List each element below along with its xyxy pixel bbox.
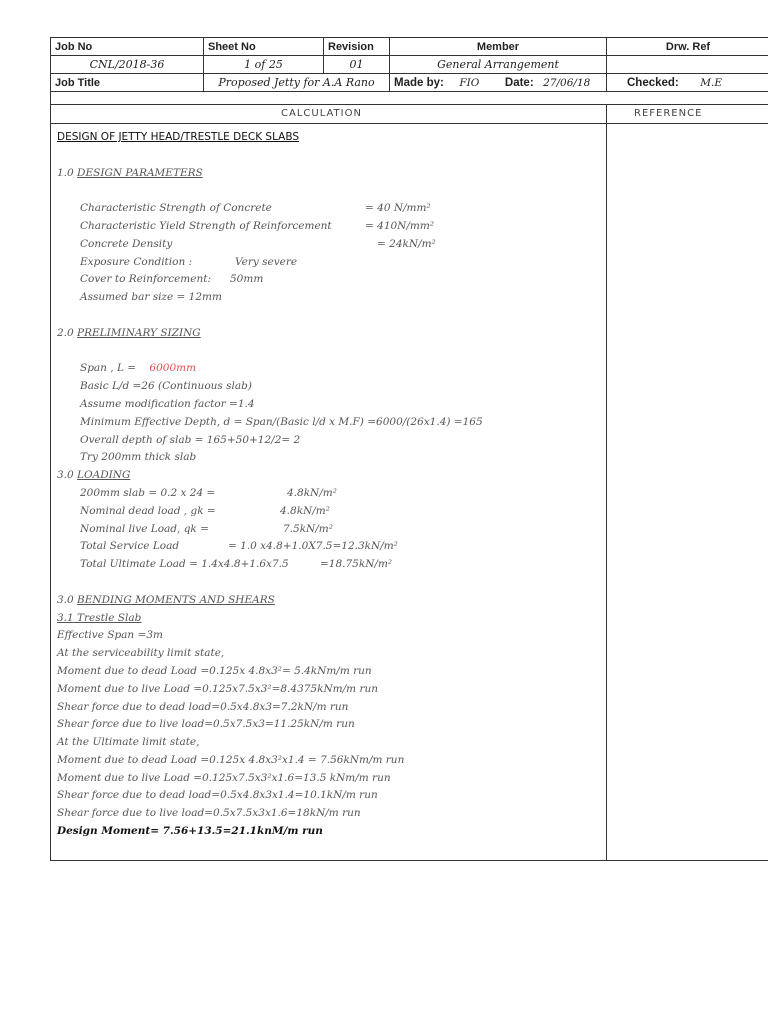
load-service-value: = 1.0 x4.8+1.0X7.5=12.3kN/m² — [228, 540, 398, 553]
header-table — [50, 37, 768, 92]
s41-title: 3.1 Trestle Slab — [57, 611, 142, 624]
calculation-body — [50, 105, 768, 861]
s1-title: DESIGN PARAMETERS — [77, 166, 203, 179]
calculation-content — [57, 129, 605, 841]
bm-line-4: Moment due to live Load =0.125x7.5x3²=8.4375kNm/m run — [57, 682, 378, 695]
span-label: Span , L = — [80, 362, 137, 375]
date-label: Date: — [504, 77, 534, 89]
spacer-row — [50, 92, 768, 105]
s4-title: BENDING MOMENTS AND SHEARS — [77, 593, 275, 606]
header-row-title — [51, 74, 768, 92]
member-value: General Arrangement — [390, 56, 607, 74]
s4-num: 3.0 — [57, 593, 74, 606]
load-dead-value: 4.8kN/m² — [280, 504, 330, 517]
param-cover-label: Cover to Reinforcement: — [80, 273, 211, 286]
bm-line-2: At the serviceability limit state, — [57, 647, 225, 660]
sizing-line-3: Minimum Effective Depth, d = Span/(Basic l/d x M.F) =6000/(26x1.4) =165 — [80, 415, 483, 428]
s1-num: 1.0 — [57, 166, 74, 179]
job-title-value: Proposed Jetty for A.A Rano — [204, 74, 390, 92]
sizing-line-2: Assume modification factor =1.4 — [80, 397, 255, 410]
param-exposure-value: Very severe — [235, 255, 298, 268]
load-service-label: Total Service Load — [80, 540, 180, 553]
calculation-heading: CALCULATION — [281, 108, 362, 119]
bm-line-7: At the Ultimate limit state, — [57, 736, 200, 749]
made-by-value: FIO — [459, 77, 480, 89]
param-yield-value: = 410N/mm² — [365, 219, 435, 232]
bm-line-10: Shear force due to dead load=0.5x4.8x3x1.4=10.1kN/m run — [57, 789, 378, 802]
reference-heading: REFERENCE — [634, 108, 703, 119]
param-strength-label: Characteristic Strength of Concrete — [80, 202, 272, 215]
sizing-line-1: Basic L/d =26 (Continuous slab) — [80, 380, 252, 393]
design-title: DESIGN OF JETTY HEAD/TRESTLE DECK SLABS — [57, 131, 300, 143]
made-by-cell — [390, 74, 607, 92]
sizing-line-4: Overall depth of slab = 165+50+12/2= 2 — [80, 433, 301, 446]
design-moment: Design Moment= 7.56+13.5=21.1knM/m run — [57, 825, 323, 838]
bm-line-8: Moment due to dead Load =0.125x 4.8x3²x1.4 = 7.56kNm/m run — [57, 753, 405, 766]
load-dead-label: Nominal dead load , gk = — [80, 504, 216, 517]
calc-sheet — [50, 37, 768, 861]
s3-title: LOADING — [77, 469, 131, 482]
job-title-label: Job Title — [51, 74, 204, 92]
param-exposure-label: Exposure Condition : — [80, 255, 193, 268]
param-density-value: = 24kN/m² — [377, 237, 436, 250]
bm-line-6: Shear force due to live load=0.5x7.5x3=11.25kN/m run — [57, 718, 355, 731]
member-label: Member — [390, 38, 607, 56]
drw-ref-label: Drw. Ref — [607, 38, 768, 56]
job-no-label: Job No — [51, 38, 204, 56]
param-cover-value: 50mm — [230, 273, 264, 286]
checked-value: M.E — [700, 77, 723, 89]
made-by-label: Made by: — [394, 77, 444, 89]
param-strength-value: = 40 N/mm² — [365, 202, 431, 215]
header-row-values — [51, 56, 768, 74]
load-live-value: 7.5kN/m² — [283, 522, 333, 535]
bm-line-11: Shear force due to live load=0.5x7.5x3x1.6=18kN/m run — [57, 807, 361, 820]
param-bar-size: Assumed bar size = 12mm — [80, 291, 222, 304]
header-row-labels — [51, 38, 768, 56]
load-slab-value: 4.8kN/m² — [287, 486, 337, 499]
param-yield-label: Characteristic Yield Strength of Reinforcement — [80, 219, 332, 232]
bm-line-5: Shear force due to dead load=0.5x4.8x3=7.2kN/m run — [57, 700, 349, 713]
s2-title: PRELIMINARY SIZING — [77, 326, 201, 339]
section-header — [51, 105, 768, 124]
sheet-no-label: Sheet No — [204, 38, 324, 56]
sheet-no-value: 1 of 25 — [204, 56, 324, 74]
revision-value: 01 — [324, 56, 390, 74]
bm-line-9: Moment due to live Load =0.125x7.5x3²x1.6=13.5 kNm/m run — [57, 771, 391, 784]
bm-line-1: Effective Span =3m — [57, 629, 163, 642]
span-value: 6000mm — [149, 362, 197, 375]
revision-label: Revision — [324, 38, 390, 56]
param-density-label: Concrete Density — [80, 237, 173, 250]
checked-cell — [607, 74, 768, 92]
load-live-label: Nominal live Load, qk = — [80, 522, 209, 535]
s2-num: 2.0 — [57, 326, 74, 339]
bm-line-3: Moment due to dead Load =0.125x 4.8x3²= 5.4kNm/m run — [57, 664, 372, 677]
load-ultimate-label: Total Ultimate Load = 1.4x4.8+1.6x7.5 — [80, 558, 289, 571]
load-slab-label: 200mm slab = 0.2 x 24 = — [80, 486, 216, 499]
sizing-line-5: Try 200mm thick slab — [80, 451, 197, 464]
drw-ref-value — [607, 56, 768, 74]
job-no-value: CNL/2018-36 — [51, 56, 204, 74]
date-value: 27/06/18 — [543, 77, 591, 89]
checked-label: Checked: — [627, 77, 679, 89]
s3-num: 3.0 — [57, 469, 74, 482]
column-divider — [606, 105, 607, 860]
load-ultimate-value: =18.75kN/m² — [320, 558, 393, 571]
